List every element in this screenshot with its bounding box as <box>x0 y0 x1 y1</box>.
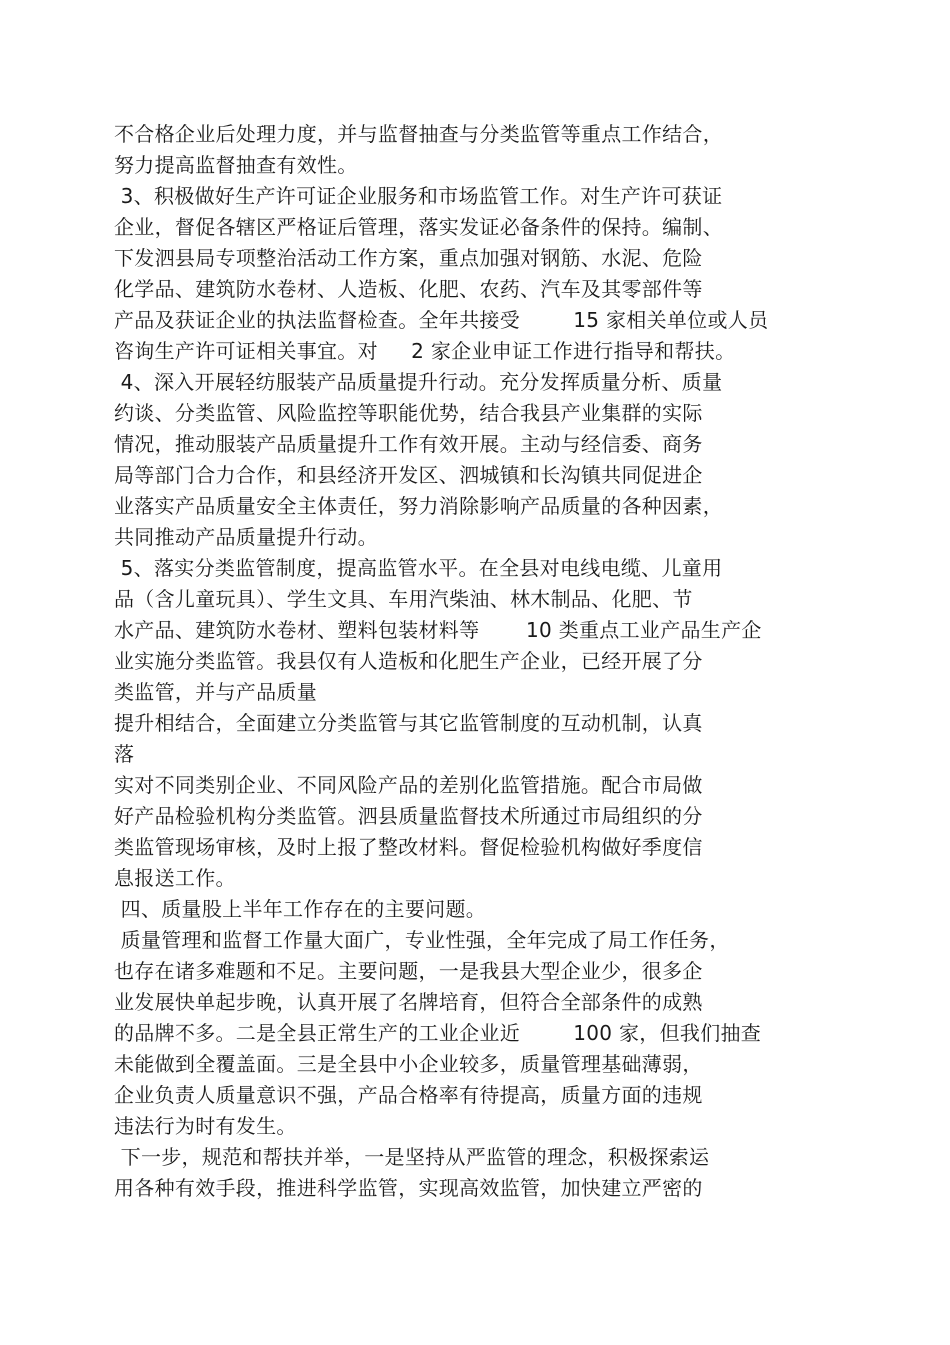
text-line: 3、积极做好生产许可证企业服务和市场监管工作。对生产许可获证 <box>114 184 723 208</box>
text-line: 不合格企业后处理力度，并与监督抽查与分类监管等重点工作结合， <box>114 122 723 146</box>
text-line: 业落实产品质量安全主体责任，努力消除影响产品质量的各种因素， <box>114 494 723 518</box>
text-line: 落 <box>114 742 135 766</box>
text-line: 实对不同类别企业、不同风险产品的差别化监管措施。配合市局做 <box>114 773 703 797</box>
text-line: 下发泗县局专项整治活动工作方案，重点加强对钢筋、水泥、危险 <box>114 246 703 270</box>
text-line: 的品牌不多。二是全县正常生产的工业企业近 100 家，但我们抽查 <box>114 1021 762 1045</box>
text-line: 违法行为时有发生。 <box>114 1114 297 1138</box>
text-line: 品（含儿童玩具）、学生文具、车用汽柴油、林木制品、化肥、节 <box>114 587 693 611</box>
text-line: 约谈、分类监管、风险监控等职能优势，结合我县产业集群的实际 <box>114 401 703 425</box>
text-line: 业实施分类监管。我县仅有人造板和化肥生产企业，已经开展了分 <box>114 649 703 673</box>
text-line: 5、落实分类监管制度，提高监管水平。在全县对电线电缆、儿童用 <box>114 556 723 580</box>
text-line: 产品及获证企业的执法监督检查。全年共接受 15 家相关单位或人员 <box>114 308 769 332</box>
text-line: 局等部门合力合作，和县经济开发区、泗城镇和长沟镇共同促进企 <box>114 463 703 487</box>
document-body <box>114 119 834 1204</box>
text-line: 息报送工作。 <box>114 866 236 890</box>
text-line: 企业负责人质量意识不强，产品合格率有待提高，质量方面的违规 <box>114 1083 703 1107</box>
text-line: 企业，督促各辖区严格证后管理，落实发证必备条件的保持。编制、 <box>114 215 723 239</box>
text-line: 好产品检验机构分类监管。泗县质量监督技术所通过市局组织的分 <box>114 804 703 828</box>
text-line: 也存在诸多难题和不足。主要问题，一是我县大型企业少，很多企 <box>114 959 703 983</box>
text-line: 用各种有效手段，推进科学监管，实现高效监管，加快建立严密的 <box>114 1176 703 1200</box>
text-line: 四、质量股上半年工作存在的主要问题。 <box>114 897 487 921</box>
text-line: 类监管，并与产品质量 <box>114 680 317 704</box>
text-line: 质量管理和监督工作量大面广，专业性强，全年完成了局工作任务， <box>114 928 730 952</box>
text-line: 提升相结合，全面建立分类监管与其它监管制度的互动机制，认真 <box>114 711 703 735</box>
text-line: 努力提高监督抽查有效性。 <box>114 153 358 177</box>
text-line: 类监管现场审核，及时上报了整改材料。督促检验机构做好季度信 <box>114 835 703 859</box>
text-line: 下一步，规范和帮扶并举，一是坚持从严监管的理念，积极探索运 <box>114 1145 710 1169</box>
text-line: 水产品、建筑防水卷材、塑料包装材料等 10 类重点工业产品生产企 <box>114 618 762 642</box>
text-line: 未能做到全覆盖面。三是全县中小企业较多，质量管理基础薄弱， <box>114 1052 703 1076</box>
text-line: 化学品、建筑防水卷材、人造板、化肥、农药、汽车及其零部件等 <box>114 277 703 301</box>
text-line: 4、深入开展轻纺服装产品质量提升行动。充分发挥质量分析、质量 <box>114 370 723 394</box>
text-line: 业发展快单起步晚，认真开展了名牌培育，但符合全部条件的成熟 <box>114 990 703 1014</box>
text-line: 情况，推动服装产品质量提升工作有效开展。主动与经信委、商务 <box>114 432 703 456</box>
text-line: 共同推动产品质量提升行动。 <box>114 525 378 549</box>
text-line: 咨询生产许可证相关事宜。对 2 家企业申证工作进行指导和帮扶。 <box>114 339 736 363</box>
